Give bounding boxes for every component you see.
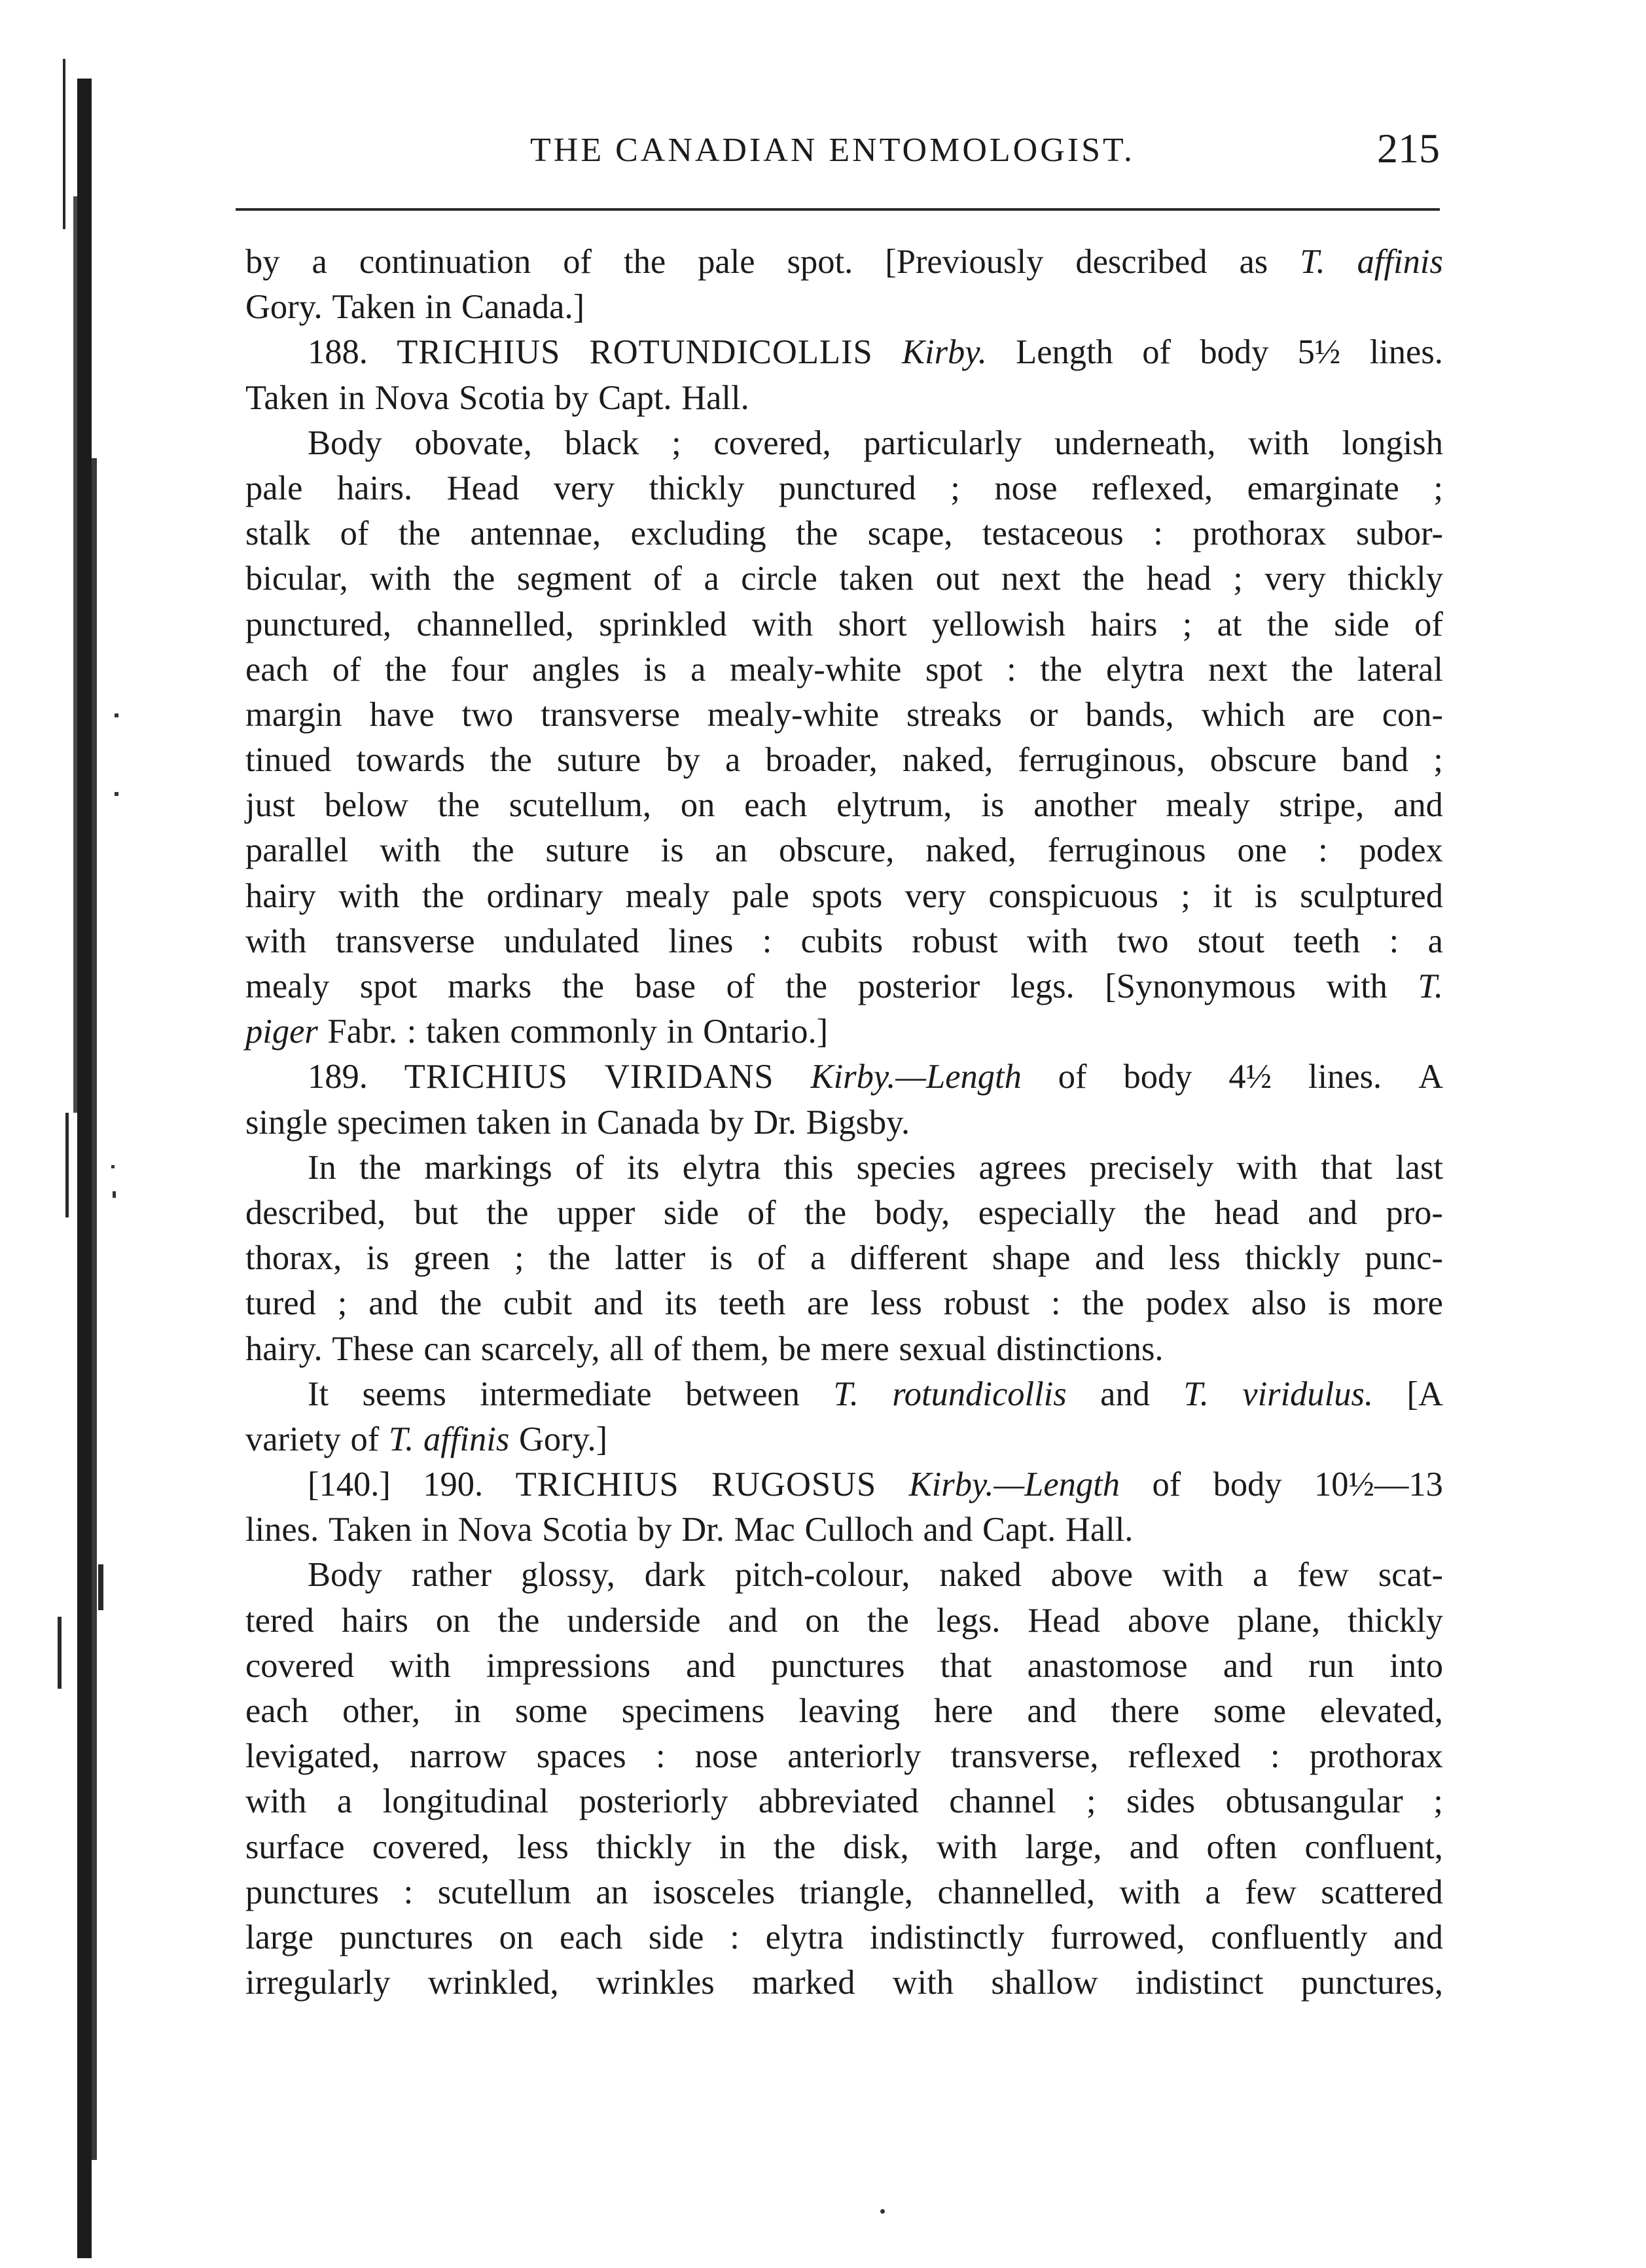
text-line: punctures : scutellum an isosceles triangle, channelled, with a few scattered: [245, 1873, 1443, 1911]
text-line: with transverse undulated lines : cubits robust with two stout teeth : a: [245, 922, 1443, 960]
page-number: 215: [1377, 125, 1440, 171]
text-line: tured ; and the cubit and its teeth are less robust : the podex also is more: [245, 1284, 1443, 1323]
text-line: just below the scutellum, on each elytrum, is another mealy stripe, and: [245, 786, 1443, 825]
running-title: THE CANADIAN ENTOMOLOGIST.: [530, 132, 1135, 169]
text-line: by a continuation of the pale spot. [Previously described as T. affinis: [245, 243, 1443, 281]
text-line: levigated, narrow spaces : nose anteriorly transverse, reflexed : prothorax: [245, 1737, 1443, 1776]
text-line: hairy with the ordinary mealy pale spots very conspicuous ; it is sculptured: [245, 876, 1443, 915]
text-line: Body rather glossy, dark pitch-colour, naked above with a few scat-: [308, 1556, 1443, 1594]
text-line: bicular, with the segment of a circle taken out next the head ; very thickly: [245, 560, 1443, 598]
text-line: punctured, channelled, sprinkled with short yellowish hairs ; at the side of: [245, 605, 1443, 643]
text-line: In the markings of its elytra this species agrees precisely with that last: [308, 1148, 1443, 1187]
text-line: It seems intermediate between T. rotundicollis and T. viridulus. [A: [308, 1375, 1443, 1413]
text-line: thorax, is green ; the latter is of a different shape and less thickly punc-: [245, 1239, 1443, 1278]
text-line: Body obovate, black ; covered, particularly underneath, with longish: [308, 423, 1443, 462]
text-line: [140.] 190. TRICHIUS RUGOSUS Kirby.—Length of body 10½—13: [308, 1466, 1443, 1504]
text-line: each of the four angles is a mealy-white spot : the elytra next the lateral: [245, 650, 1443, 689]
text-line: covered with impressions and punctures that anastomose and run into: [245, 1646, 1443, 1685]
text-line: irregularly wrinkled, wrinkles marked with shallow indistinct punctures,: [245, 1964, 1443, 2002]
text-line: with a longitudinal posteriorly abbreviated channel ; sides obtusangular ;: [245, 1782, 1443, 1821]
header-rule: [236, 208, 1440, 211]
text-line: described, but the upper side of the body, especially the head and pro-: [245, 1193, 1443, 1232]
text-line: stalk of the antennae, excluding the scape, testaceous : prothorax subor-: [245, 514, 1443, 553]
text-line: 188. TRICHIUS ROTUNDICOLLIS Kirby. Length of body 5½ lines.: [308, 333, 1443, 372]
text-line: margin have two transverse mealy-white streaks or bands, which are con-: [245, 695, 1443, 734]
running-header: [236, 118, 1440, 190]
text-line: each other, in some specimens leaving here and there some elevated,: [245, 1692, 1443, 1730]
text-line: Taken in Nova Scotia by Capt. Hall.: [245, 378, 749, 417]
text-line: Gory. Taken in Canada.]: [245, 288, 585, 327]
text-line: tered hairs on the underside and on the legs. Head above plane, thickly: [245, 1601, 1443, 1640]
printer-mark: [880, 2209, 885, 2214]
body-text: [245, 240, 1443, 2006]
text-line: pale hairs. Head very thickly punctured ; nose reflexed, emarginate ;: [245, 469, 1443, 507]
text-line: variety of T. affinis Gory.]: [245, 1420, 608, 1458]
text-line: 189. TRICHIUS VIRIDANS Kirby.—Length of body 4½ lines. A: [308, 1058, 1443, 1096]
text-line: lines. Taken in Nova Scotia by Dr. Mac Culloch and Capt. Hall.: [245, 1511, 1134, 1549]
text-line: mealy spot marks the base of the posterior legs. [Synonymous with T.: [245, 967, 1443, 1005]
text-line: large punctures on each side : elytra indistinctly furrowed, confluently and: [245, 1918, 1443, 1956]
text-line: piger Fabr. : taken commonly in Ontario.]: [245, 1013, 829, 1051]
text-line: hairy. These can scarcely, all of them, be mere sexual distinctions.: [245, 1329, 1164, 1368]
text-line: tinued towards the suture by a broader, naked, ferruginous, obscure band ;: [245, 741, 1443, 780]
text-line: single specimen taken in Canada by Dr. Bigsby.: [245, 1103, 910, 1142]
text-line: parallel with the suture is an obscure, naked, ferruginous one : podex: [245, 831, 1443, 870]
text-line: surface covered, less thickly in the disk, with large, and often confluent,: [245, 1827, 1443, 1866]
page-binding-edge: [0, 0, 124, 2268]
